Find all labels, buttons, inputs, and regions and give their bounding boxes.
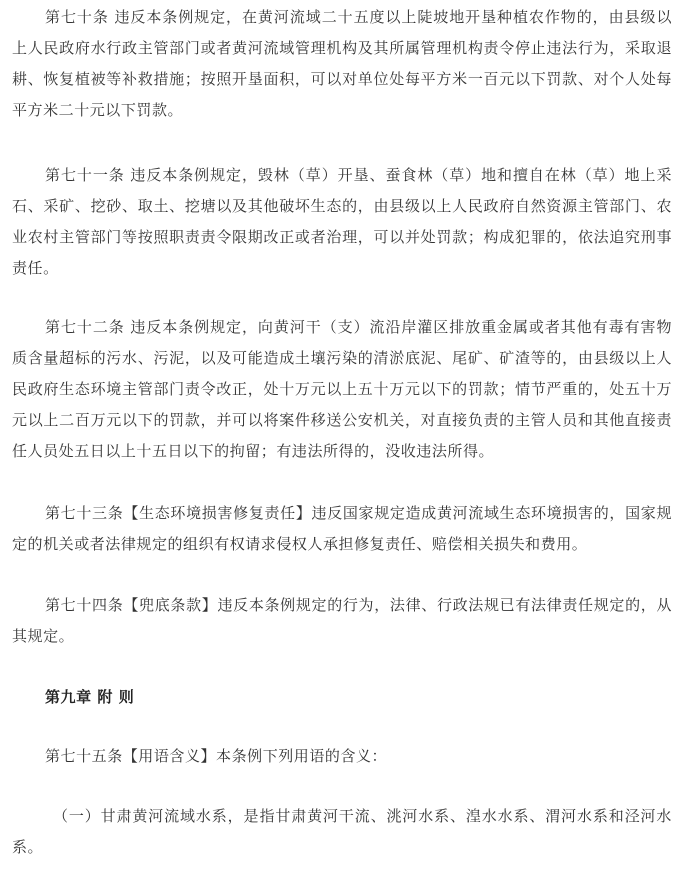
article-75-paragraph: 第七十五条【用语含义】本条例下列用语的含义： — [45, 747, 388, 765]
article-74-paragraph: 第七十四条【兜底条款】违反本条例规定的行为，法律、行政法规已有法律责任规定的，从其规定。 — [12, 596, 672, 645]
definition-item-1: （一）甘肃黄河流域水系，是指甘肃黄河干流、洮河水系、湟水水系、渭河水系和泾河水系。 — [12, 807, 672, 856]
article-70-paragraph: 第七十条 违反本条例规定，在黄河流域二十五度以上陡坡地开垦种植农作物的，由县级以上人民政府水行政主管部门或者黄河流域管理机构及其所属管理机构责令停止违法行为，采取退耕、恢复植被等补救措施；按照开垦面积，可以对单位处每平方米一百元以下罚款、对个人处每平方米二十元以下罚款。 — [12, 8, 672, 119]
article-73-paragraph: 第七十三条【生态环境损害修复责任】违反国家规定造成黄河流域生态环境损害的，国家规定的机关或者法律规定的组织有权请求侵权人承担修复责任、赔偿相关损失和费用。 — [12, 504, 672, 553]
article-72-paragraph: 第七十二条 违反本条例规定，向黄河干（支）流沿岸灌区排放重金属或者其他有毒有害物质含量超标的污水、污泥，以及可能造成土壤污染的清淤底泥、尾矿、矿渣等的，由县级以上人民政府生态环境主管部门责令改正，处十万元以上五十万元以下的罚款；情节严重的，处五十万元以上二百万元以下的罚款，并可以将案件移送公安机关，对直接负责的主管人员和其他直接责任人员处五日以上十五日以下的拘留；有违法所得的，没收违法所得。 — [12, 318, 672, 460]
chapter-heading: 第九章 附 则 — [45, 688, 135, 706]
article-71-paragraph: 第七十一条 违反本条例规定，毁林（草）开垦、蚕食林（草）地和擅自在林（草）地上采石、采矿、挖砂、取土、挖塘以及其他破坏生态的，由县级以上人民政府自然资源主管部门、农业农村主管部门等按照职责责令限期改正或者治理，可以并处罚款；构成犯罪的，依法追究刑事责任。 — [12, 166, 672, 277]
